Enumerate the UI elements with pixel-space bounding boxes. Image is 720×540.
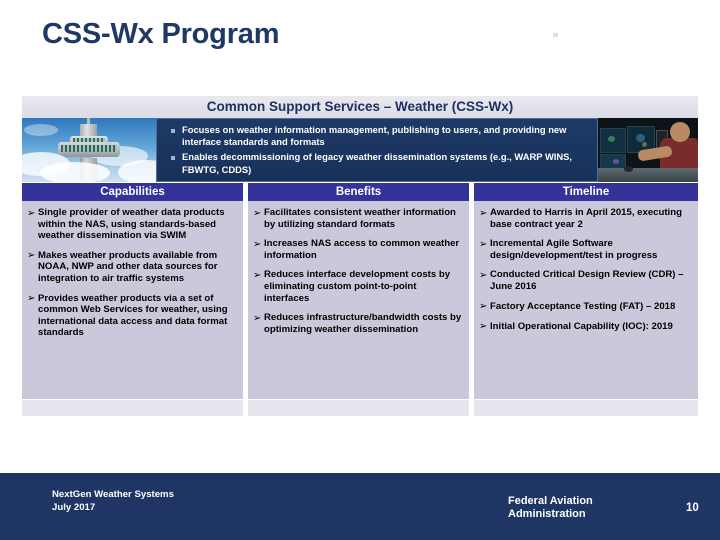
banner-body (22, 118, 698, 182)
list-item (479, 207, 692, 230)
banner-title: Common Support Services – Weather (CSS-Wx) (22, 96, 698, 118)
list-item-text: Conducted Critical Design Review (CDR) – June 2016 (490, 269, 684, 292)
footer-program-info (52, 489, 174, 514)
column-footer-strip (474, 399, 698, 416)
table-column-benefits (248, 183, 469, 416)
column-body-capabilities (22, 201, 243, 399)
list-item-text: Increases NAS access to common weather information (264, 238, 460, 261)
arrow-bullet-icon: ➢ (479, 207, 488, 219)
list-item (27, 250, 237, 285)
banner-bullet-text: Focuses on weather information management, publishing to users, and providing new interface standards and formats (182, 124, 567, 148)
table-column-capabilities (22, 183, 243, 416)
list-item (253, 238, 463, 261)
radar-blip (608, 136, 615, 142)
list-item (27, 293, 237, 339)
list-item-text: Awarded to Harris in April 2015, executing base contract year 2 (490, 207, 682, 230)
footer-date: July 2017 (52, 501, 96, 513)
arrow-bullet-icon: ➢ (27, 250, 36, 262)
list-item-text: Provides weather products via a set of common Web Services for weather, using international data access and data format standards (38, 292, 228, 339)
arrow-bullet-icon: ➢ (479, 269, 488, 281)
list-item-text: Incremental Agile Software design/development/test in progress (490, 238, 658, 261)
column-header-benefits: Benefits (248, 183, 469, 201)
list-item (253, 269, 463, 304)
list-item-text: Facilitates consistent weather information by utilizing standard formats (264, 207, 456, 230)
banner-bullet-box (156, 118, 598, 182)
list-item-text: Reduces interface development costs by eliminating custom point-to-point interfaces (264, 269, 451, 304)
table-column-timeline (474, 183, 698, 416)
footer-program-name: NextGen Weather Systems (52, 489, 174, 500)
tower-cab-glass (61, 145, 117, 152)
page-number: 10 (686, 502, 699, 514)
list-item (253, 312, 463, 335)
banner (22, 96, 698, 182)
square-bullet-icon (171, 129, 175, 133)
list-item-text: Single provider of weather data products within the NAS, using standards-based weather dissemination via SWIM (38, 207, 225, 242)
console-desk (598, 168, 698, 182)
list-item-text: Initial Operational Capability (IOC): 2019 (490, 320, 673, 332)
footer-organization-line1: Federal Aviation (508, 495, 593, 507)
list-item (27, 207, 237, 242)
list-item-text: Reduces infrastructure/bandwidth costs by optimizing weather dissemination (264, 312, 462, 335)
list-item (479, 269, 692, 292)
list-item (479, 238, 692, 261)
footer-organization (508, 495, 593, 521)
arrow-bullet-icon: ➢ (253, 269, 262, 281)
column-footer-strip (22, 399, 243, 416)
radar-blip (613, 159, 619, 164)
weather-workstation-photo (598, 118, 698, 182)
list-item-text: Makes weather products available from NOAA, NWP and other data sources for integration to air traffic systems (38, 249, 218, 284)
cloud-shape (118, 160, 156, 182)
banner-bullet-text: Enables decommissioning of legacy weather dissemination systems (e.g., WARP WINS, FBWTG, CDDS) (182, 151, 573, 175)
list-item (479, 321, 692, 333)
cloud-shape (24, 124, 58, 136)
arrow-bullet-icon: ➢ (253, 238, 262, 250)
page-title: CSS-Wx Program (42, 18, 280, 50)
comparison-table (22, 183, 698, 416)
decorative-speck (553, 33, 558, 37)
slide-footer (0, 473, 720, 540)
list-item (479, 301, 692, 313)
cloud-shape (40, 162, 110, 182)
arrow-bullet-icon: ➢ (27, 293, 36, 305)
column-header-capabilities: Capabilities (22, 183, 243, 201)
arrow-bullet-icon: ➢ (479, 321, 488, 333)
banner-bullet-item (167, 151, 589, 175)
banner-bullet-item (167, 124, 589, 148)
arrow-bullet-icon: ➢ (27, 207, 36, 219)
column-body-timeline (474, 201, 698, 399)
arrow-bullet-icon: ➢ (253, 207, 262, 219)
arrow-bullet-icon: ➢ (253, 312, 262, 324)
control-tower-photo (22, 118, 156, 182)
column-body-benefits (248, 201, 469, 399)
mouse-icon (624, 166, 633, 172)
list-item (253, 207, 463, 230)
operator-head (670, 122, 690, 142)
column-footer-strip (248, 399, 469, 416)
arrow-bullet-icon: ➢ (479, 238, 488, 250)
radar-blip (642, 142, 647, 147)
arrow-bullet-icon: ➢ (479, 301, 488, 313)
column-header-timeline: Timeline (474, 183, 698, 201)
square-bullet-icon (171, 156, 175, 160)
footer-organization-line2: Administration (508, 508, 586, 520)
list-item-text: Factory Acceptance Testing (FAT) – 2018 (490, 300, 676, 312)
radar-blip (636, 134, 645, 142)
